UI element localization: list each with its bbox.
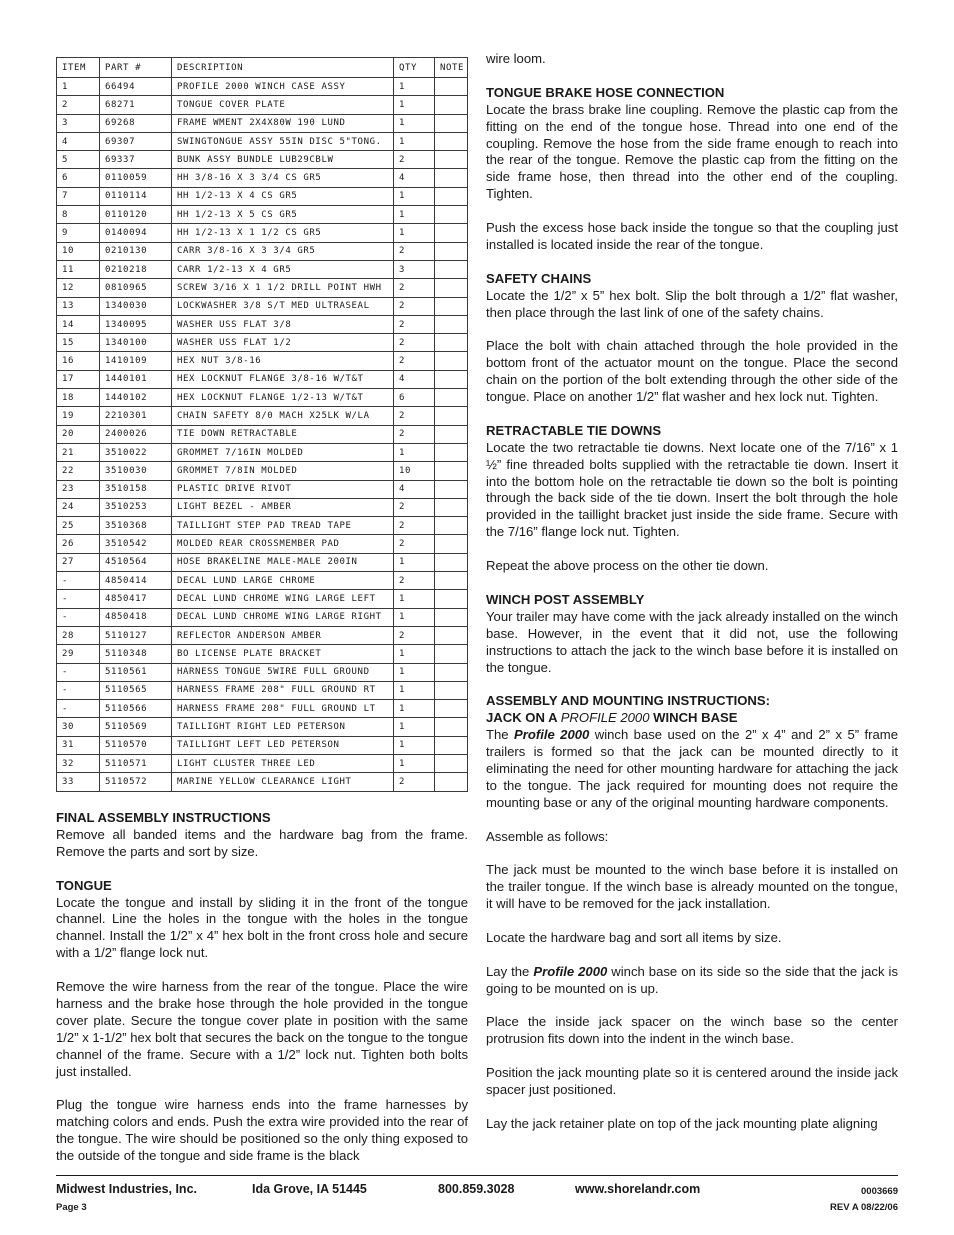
tie-downs-paragraph-1: Locate the two retractable tie downs. Next locate one of the 7/16” x 1 ½” fine threaded bolts supplied with the retractable tie down. Insert it into the bottom hole on the retractable tie down so the bolt is pointing through the back side of the tie down. Insert the bolt through the hole provided in the taillight bracket just inside the side frame. Secure with the 7/16” flange lock nut. Tighten. — [486, 439, 898, 540]
winch-post-heading: WINCH POST ASSEMBLY — [486, 591, 645, 607]
cell-part-number: 5110570 — [100, 736, 172, 754]
cell-part-number: 4850417 — [100, 590, 172, 608]
cell-description: HARNESS FRAME 208" FULL GROUND RT — [172, 681, 394, 699]
table-row — [57, 443, 468, 461]
cell-qty: 1 — [394, 590, 435, 608]
cell-note — [435, 132, 468, 150]
cell-item: 16 — [57, 352, 100, 370]
tie-downs-heading: RETRACTABLE TIE DOWNS — [486, 422, 662, 438]
table-row — [57, 132, 468, 150]
table-row — [57, 206, 468, 224]
cell-qty: 4 — [394, 169, 435, 187]
cell-item: 13 — [57, 297, 100, 315]
assembly-mounting-heading: ASSEMBLY AND MOUNTING INSTRUCTIONS: — [486, 693, 770, 709]
cell-description: HOSE BRAKELINE MALE-MALE 200IN — [172, 553, 394, 571]
footer-company: Midwest Industries, Inc. — [56, 1182, 197, 1196]
cell-note — [435, 736, 468, 754]
table-row — [57, 553, 468, 571]
jack-paragraph-5: Place the inside jack spacer on the winch base so the center protrusion fits down into the indent in the winch base. — [486, 1014, 898, 1047]
cell-note — [435, 572, 468, 590]
cell-part-number: 66494 — [100, 78, 172, 96]
cell-note — [435, 242, 468, 260]
cell-item: 9 — [57, 224, 100, 242]
cell-qty: 2 — [394, 498, 435, 516]
cell-note — [435, 279, 468, 297]
cell-qty: 2 — [394, 517, 435, 535]
footer-divider — [56, 1175, 898, 1176]
table-row — [57, 279, 468, 297]
cell-qty: 2 — [394, 535, 435, 553]
cell-description: WASHER USS FLAT 3/8 — [172, 315, 394, 333]
table-row — [57, 773, 468, 791]
cell-part-number: 5110569 — [100, 718, 172, 736]
footer-website[interactable]: www.shorelandr.com — [575, 1182, 701, 1196]
wire-loom-continuation: wire loom. — [486, 51, 546, 66]
tongue-paragraph-1: Locate the tongue and install by sliding it in the front of the tongue channel. Line the holes in the tongue with the holes in the tongue channel. Install the 1/2” x 4” hex bolt in the front cross hole and secure with a 1/2” flange lock nut. — [56, 894, 468, 961]
tongue-paragraph-3: Plug the tongue wire harness ends into the frame harnesses by matching colors and ends. Push the extra wire provided into the rear of the tongue. The wire should be positioned so the only thing exposed to the outside of the tongue and side frame is the black — [56, 1097, 468, 1164]
cell-item: 2 — [57, 96, 100, 114]
jack-paragraph-7: Lay the jack retainer plate on top of the jack mounting plate aligning — [486, 1115, 878, 1131]
footer-doc-number: 0003669 — [861, 1186, 898, 1197]
cell-item: 33 — [57, 773, 100, 791]
cell-part-number: 5110572 — [100, 773, 172, 791]
cell-item: - — [57, 572, 100, 590]
cell-description: LOCKWASHER 3/8 S/T MED ULTRASEAL — [172, 297, 394, 315]
cell-description: DECAL LUND CHROME WING LARGE RIGHT — [172, 608, 394, 626]
cell-qty: 2 — [394, 279, 435, 297]
cell-description: CHAIN SAFETY 8/0 MACH X25LK W/LA — [172, 407, 394, 425]
table-row — [57, 78, 468, 96]
cell-description: TONGUE COVER PLATE — [172, 96, 394, 114]
cell-note — [435, 626, 468, 644]
cell-description: HEX NUT 3/8-16 — [172, 352, 394, 370]
footer-city: Ida Grove, IA 51445 — [252, 1182, 367, 1196]
cell-note — [435, 663, 468, 681]
cell-part-number: 5110348 — [100, 645, 172, 663]
cell-qty: 1 — [394, 700, 435, 718]
cell-item: 1 — [57, 78, 100, 96]
cell-note — [435, 462, 468, 480]
table-row — [57, 681, 468, 699]
cell-description: MARINE YELLOW CLEARANCE LIGHT — [172, 773, 394, 791]
cell-qty: 1 — [394, 187, 435, 205]
cell-part-number: 4510564 — [100, 553, 172, 571]
table-row — [57, 608, 468, 626]
cell-item: 20 — [57, 425, 100, 443]
cell-item: 21 — [57, 443, 100, 461]
cell-item: 6 — [57, 169, 100, 187]
cell-description: HH 1/2-13 X 1 1/2 CS GR5 — [172, 224, 394, 242]
cell-item: - — [57, 590, 100, 608]
cell-qty: 1 — [394, 206, 435, 224]
cell-qty: 1 — [394, 681, 435, 699]
jack-paragraph-6: Position the jack mounting plate so it is centered around the inside jack spacer just positioned. — [486, 1065, 898, 1098]
final-assembly-heading: FINAL ASSEMBLY INSTRUCTIONS — [56, 810, 271, 825]
table-row — [57, 242, 468, 260]
left-column — [56, 810, 468, 1165]
cell-note — [435, 370, 468, 388]
cell-qty: 1 — [394, 718, 435, 736]
cell-item: 12 — [57, 279, 100, 297]
brake-hose-paragraph-2: Push the excess hose back inside the tongue so that the coupling just installed is located inside the rear of the tongue. — [486, 220, 898, 252]
cell-description: WASHER USS FLAT 1/2 — [172, 334, 394, 352]
cell-note — [435, 206, 468, 224]
cell-item: 26 — [57, 535, 100, 553]
table-row — [57, 187, 468, 205]
cell-item: 11 — [57, 260, 100, 278]
table-row — [57, 736, 468, 754]
cell-item: 17 — [57, 370, 100, 388]
table-row — [57, 96, 468, 114]
cell-qty: 4 — [394, 480, 435, 498]
table-row — [57, 114, 468, 132]
cell-description: BO LICENSE PLATE BRACKET — [172, 645, 394, 663]
cell-note — [435, 718, 468, 736]
cell-qty: 1 — [394, 663, 435, 681]
cell-note — [435, 407, 468, 425]
table-header-row — [57, 58, 468, 78]
cell-note — [435, 700, 468, 718]
cell-item: 5 — [57, 151, 100, 169]
cell-part-number: 2210301 — [100, 407, 172, 425]
header-item: ITEM — [57, 58, 100, 78]
cell-qty: 1 — [394, 645, 435, 663]
cell-qty: 10 — [394, 462, 435, 480]
final-assembly-paragraph: Remove all banded items and the hardware bag from the frame. Remove the parts and sort by size. — [56, 826, 468, 859]
cell-description: DECAL LUND CHROME WING LARGE LEFT — [172, 590, 394, 608]
cell-description: TIE DOWN RETRACTABLE — [172, 425, 394, 443]
cell-item: 4 — [57, 132, 100, 150]
cell-note — [435, 169, 468, 187]
cell-qty: 1 — [394, 224, 435, 242]
cell-part-number: 3510368 — [100, 517, 172, 535]
cell-description: CARR 3/8-16 X 3 3/4 GR5 — [172, 242, 394, 260]
cell-part-number: 1340030 — [100, 297, 172, 315]
table-row — [57, 334, 468, 352]
cell-qty: 2 — [394, 297, 435, 315]
cell-part-number: 0210218 — [100, 260, 172, 278]
cell-qty: 3 — [394, 260, 435, 278]
cell-note — [435, 773, 468, 791]
cell-note — [435, 224, 468, 242]
cell-qty: 2 — [394, 572, 435, 590]
cell-part-number: 1340100 — [100, 334, 172, 352]
cell-part-number: 5110127 — [100, 626, 172, 644]
cell-description: DECAL LUND LARGE CHROME — [172, 572, 394, 590]
cell-part-number: 0810965 — [100, 279, 172, 297]
cell-item: 7 — [57, 187, 100, 205]
cell-note — [435, 260, 468, 278]
tie-downs-paragraph-2: Repeat the above process on the other tie down. — [486, 558, 769, 574]
cell-item: 18 — [57, 389, 100, 407]
cell-note — [435, 608, 468, 626]
cell-item: 15 — [57, 334, 100, 352]
jack-paragraph-1: The Profile 2000 winch base used on the 2” x 4” and 2” x 5” frame trailers is formed so that the jack can be mounted directly to it eliminating the need for other mounting hardware for attaching the jack to the tongue. The jack required for mounting does not require the mounting base or any of the original mounting hardware components. — [486, 727, 898, 810]
cell-part-number: 68271 — [100, 96, 172, 114]
table-row — [57, 572, 468, 590]
table-row — [57, 626, 468, 644]
cell-description: GROMMET 7/8IN MOLDED — [172, 462, 394, 480]
cell-part-number: 3510022 — [100, 443, 172, 461]
cell-part-number: 3510542 — [100, 535, 172, 553]
cell-note — [435, 425, 468, 443]
cell-part-number: 0110120 — [100, 206, 172, 224]
table-row — [57, 315, 468, 333]
cell-qty: 1 — [394, 96, 435, 114]
cell-description: TAILLIGHT RIGHT LED PETERSON — [172, 718, 394, 736]
cell-part-number: 69337 — [100, 151, 172, 169]
table-row — [57, 425, 468, 443]
footer-page-number: Page 3 — [56, 1202, 87, 1213]
table-row — [57, 498, 468, 516]
cell-note — [435, 645, 468, 663]
cell-item: 19 — [57, 407, 100, 425]
cell-item: 30 — [57, 718, 100, 736]
cell-description: HH 3/8-16 X 3 3/4 CS GR5 — [172, 169, 394, 187]
cell-note — [435, 151, 468, 169]
cell-part-number: 3510158 — [100, 480, 172, 498]
cell-description: HH 1/2-13 X 5 CS GR5 — [172, 206, 394, 224]
jack-paragraph-4: Lay the Profile 2000 winch base on its side so the side that the jack is going to be mounted on is up. — [486, 963, 898, 996]
cell-note — [435, 590, 468, 608]
cell-qty: 2 — [394, 352, 435, 370]
tongue-heading: TONGUE — [56, 877, 112, 893]
cell-qty: 2 — [394, 334, 435, 352]
cell-item: 14 — [57, 315, 100, 333]
cell-qty: 1 — [394, 608, 435, 626]
cell-note — [435, 681, 468, 699]
cell-qty: 1 — [394, 114, 435, 132]
cell-item: 25 — [57, 517, 100, 535]
header-part-number: PART # — [100, 58, 172, 78]
cell-qty: 1 — [394, 736, 435, 754]
cell-item: - — [57, 663, 100, 681]
cell-note — [435, 754, 468, 772]
cell-description: TAILLIGHT STEP PAD TREAD TAPE — [172, 517, 394, 535]
footer-revision: REV A 08/22/06 — [830, 1202, 898, 1213]
cell-note — [435, 96, 468, 114]
tongue-paragraph-2: Remove the wire harness from the rear of the tongue. Place the wire harness and the brake hose through the hole provided in the tongue cover plate. Secure the tongue cover plate in position with the same 1/2” x 1-1/2” hex bolt that secures the back on the tongue to the tongue channel of the frame. Secure with a 1/2” lock nut. Tighten both bolts just installed. — [56, 979, 468, 1079]
cell-part-number: 69268 — [100, 114, 172, 132]
header-note: NOTE — [435, 58, 468, 78]
cell-qty: 2 — [394, 773, 435, 791]
cell-part-number: 1440102 — [100, 389, 172, 407]
cell-description: LIGHT CLUSTER THREE LED — [172, 754, 394, 772]
jack-paragraph-3: Locate the hardware bag and sort all items by size. — [486, 929, 782, 945]
cell-description: MOLDED REAR CROSSMEMBER PAD — [172, 535, 394, 553]
cell-description: HH 1/2-13 X 4 CS GR5 — [172, 187, 394, 205]
cell-part-number: 1340095 — [100, 315, 172, 333]
cell-note — [435, 297, 468, 315]
header-description: DESCRIPTION — [172, 58, 394, 78]
table-row — [57, 535, 468, 553]
table-row — [57, 407, 468, 425]
table-row — [57, 224, 468, 242]
table-row — [57, 462, 468, 480]
brake-hose-paragraph-1: Locate the brass brake line coupling. Remove the plastic cap from the fitting on the end of the tongue hose. Thread into one end of the coupling. Remove the hose from the side frame enough to reach into the rear of the tongue. Remove the plastic cap from the fitting on the side frame hose, then thread into the other end of the coupling. Tighten. — [486, 101, 898, 202]
cell-qty: 1 — [394, 132, 435, 150]
cell-note — [435, 187, 468, 205]
safety-chains-heading: SAFETY CHAINS — [486, 270, 592, 286]
cell-item: - — [57, 681, 100, 699]
cell-part-number: 2400026 — [100, 425, 172, 443]
cell-qty: 2 — [394, 407, 435, 425]
cell-qty: 2 — [394, 626, 435, 644]
table-row — [57, 151, 468, 169]
cell-note — [435, 498, 468, 516]
cell-description: HEX LOCKNUT FLANGE 3/8-16 W/T&T — [172, 370, 394, 388]
cell-item: 31 — [57, 736, 100, 754]
table-row — [57, 663, 468, 681]
cell-item: 32 — [57, 754, 100, 772]
cell-note — [435, 480, 468, 498]
cell-description: PROFILE 2000 WINCH CASE ASSY — [172, 78, 394, 96]
cell-qty: 6 — [394, 389, 435, 407]
table-row — [57, 700, 468, 718]
cell-description: SCREW 3/16 X 1 1/2 DRILL POINT HWH — [172, 279, 394, 297]
parts-table-body — [57, 78, 468, 792]
jack-paragraph-2: The jack must be mounted to the winch base before it is installed on the trailer tongue. If the winch base is already mounted on the tongue, it will have to be removed for the jack installation. — [486, 862, 898, 912]
cell-item: 29 — [57, 645, 100, 663]
cell-item: 3 — [57, 114, 100, 132]
cell-part-number: 0210130 — [100, 242, 172, 260]
cell-description: PLASTIC DRIVE RIVOT — [172, 480, 394, 498]
cell-description: SWINGTONGUE ASSY 55IN DISC 5"TONG. — [172, 132, 394, 150]
cell-note — [435, 535, 468, 553]
cell-note — [435, 315, 468, 333]
cell-item: 22 — [57, 462, 100, 480]
table-row — [57, 645, 468, 663]
cell-part-number: 3510253 — [100, 498, 172, 516]
cell-qty: 1 — [394, 754, 435, 772]
cell-item: - — [57, 700, 100, 718]
table-row — [57, 370, 468, 388]
footer-phone: 800.859.3028 — [438, 1182, 515, 1196]
table-row — [57, 389, 468, 407]
cell-part-number: 0110059 — [100, 169, 172, 187]
cell-note — [435, 389, 468, 407]
assemble-as-follows: Assemble as follows: — [486, 828, 609, 844]
cell-item: 28 — [57, 626, 100, 644]
table-row — [57, 590, 468, 608]
cell-description: BUNK ASSY BUNDLE LUB29CBLW — [172, 151, 394, 169]
cell-description: LIGHT BEZEL - AMBER — [172, 498, 394, 516]
cell-note — [435, 352, 468, 370]
table-row — [57, 718, 468, 736]
cell-part-number: 1410109 — [100, 352, 172, 370]
cell-part-number: 3510030 — [100, 462, 172, 480]
cell-item: - — [57, 608, 100, 626]
winch-post-paragraph: Your trailer may have come with the jack already installed on the winch base. However, in the event that it did not, use the following instructions to attach the jack to the winch base before it is installed on the tongue. — [486, 608, 898, 675]
cell-item: 24 — [57, 498, 100, 516]
cell-note — [435, 334, 468, 352]
cell-description: TAILLIGHT LEFT LED PETERSON — [172, 736, 394, 754]
cell-description: CARR 1/2-13 X 4 GR5 — [172, 260, 394, 278]
cell-qty: 2 — [394, 151, 435, 169]
cell-description: GROMMET 7/16IN MOLDED — [172, 443, 394, 461]
cell-qty: 2 — [394, 425, 435, 443]
cell-part-number: 1440101 — [100, 370, 172, 388]
cell-note — [435, 553, 468, 571]
cell-note — [435, 443, 468, 461]
safety-chains-paragraph-2: Place the bolt with chain attached through the hole provided in the bottom front of the actuator mount on the tongue. Place the second chain on the portion of the bolt extending through the other side of the tongue. Place on another 1/2” flat washer and hex lock nut. Tighten. — [486, 338, 898, 405]
parts-list-table — [56, 57, 468, 792]
table-row — [57, 352, 468, 370]
cell-qty: 4 — [394, 370, 435, 388]
header-qty: QTY — [394, 58, 435, 78]
cell-part-number: 0110114 — [100, 187, 172, 205]
cell-part-number: 0140094 — [100, 224, 172, 242]
brake-hose-heading: TONGUE BRAKE HOSE CONNECTION — [486, 84, 725, 100]
cell-qty: 2 — [394, 315, 435, 333]
table-row — [57, 480, 468, 498]
cell-qty: 1 — [394, 553, 435, 571]
jack-on-winch-heading: JACK ON A PROFILE 2000 WINCH BASE — [486, 710, 738, 726]
cell-note — [435, 517, 468, 535]
cell-part-number: 5110571 — [100, 754, 172, 772]
cell-description: HARNESS FRAME 208" FULL GROUND LT — [172, 700, 394, 718]
cell-description: FRAME WMENT 2X4X80W 190 LUND — [172, 114, 394, 132]
table-row — [57, 297, 468, 315]
cell-part-number: 4850418 — [100, 608, 172, 626]
cell-item: 23 — [57, 480, 100, 498]
cell-part-number: 69307 — [100, 132, 172, 150]
table-row — [57, 169, 468, 187]
cell-part-number: 5110565 — [100, 681, 172, 699]
cell-qty: 2 — [394, 242, 435, 260]
cell-qty: 1 — [394, 443, 435, 461]
table-row — [57, 754, 468, 772]
cell-note — [435, 78, 468, 96]
cell-part-number: 4850414 — [100, 572, 172, 590]
safety-chains-paragraph-1: Locate the 1/2” x 5” hex bolt. Slip the bolt through a 1/2” flat washer, then place through the last link of one of the safety chains. — [486, 287, 898, 320]
cell-item: 10 — [57, 242, 100, 260]
cell-part-number: 5110566 — [100, 700, 172, 718]
table-row — [57, 260, 468, 278]
cell-qty: 1 — [394, 78, 435, 96]
table-row — [57, 517, 468, 535]
cell-item: 27 — [57, 553, 100, 571]
cell-part-number: 5110561 — [100, 663, 172, 681]
right-column — [486, 51, 898, 1133]
cell-note — [435, 114, 468, 132]
cell-description: HEX LOCKNUT FLANGE 1/2-13 W/T&T — [172, 389, 394, 407]
cell-description: REFLECTOR ANDERSON AMBER — [172, 626, 394, 644]
cell-item: 8 — [57, 206, 100, 224]
cell-description: HARNESS TONGUE 5WIRE FULL GROUND — [172, 663, 394, 681]
